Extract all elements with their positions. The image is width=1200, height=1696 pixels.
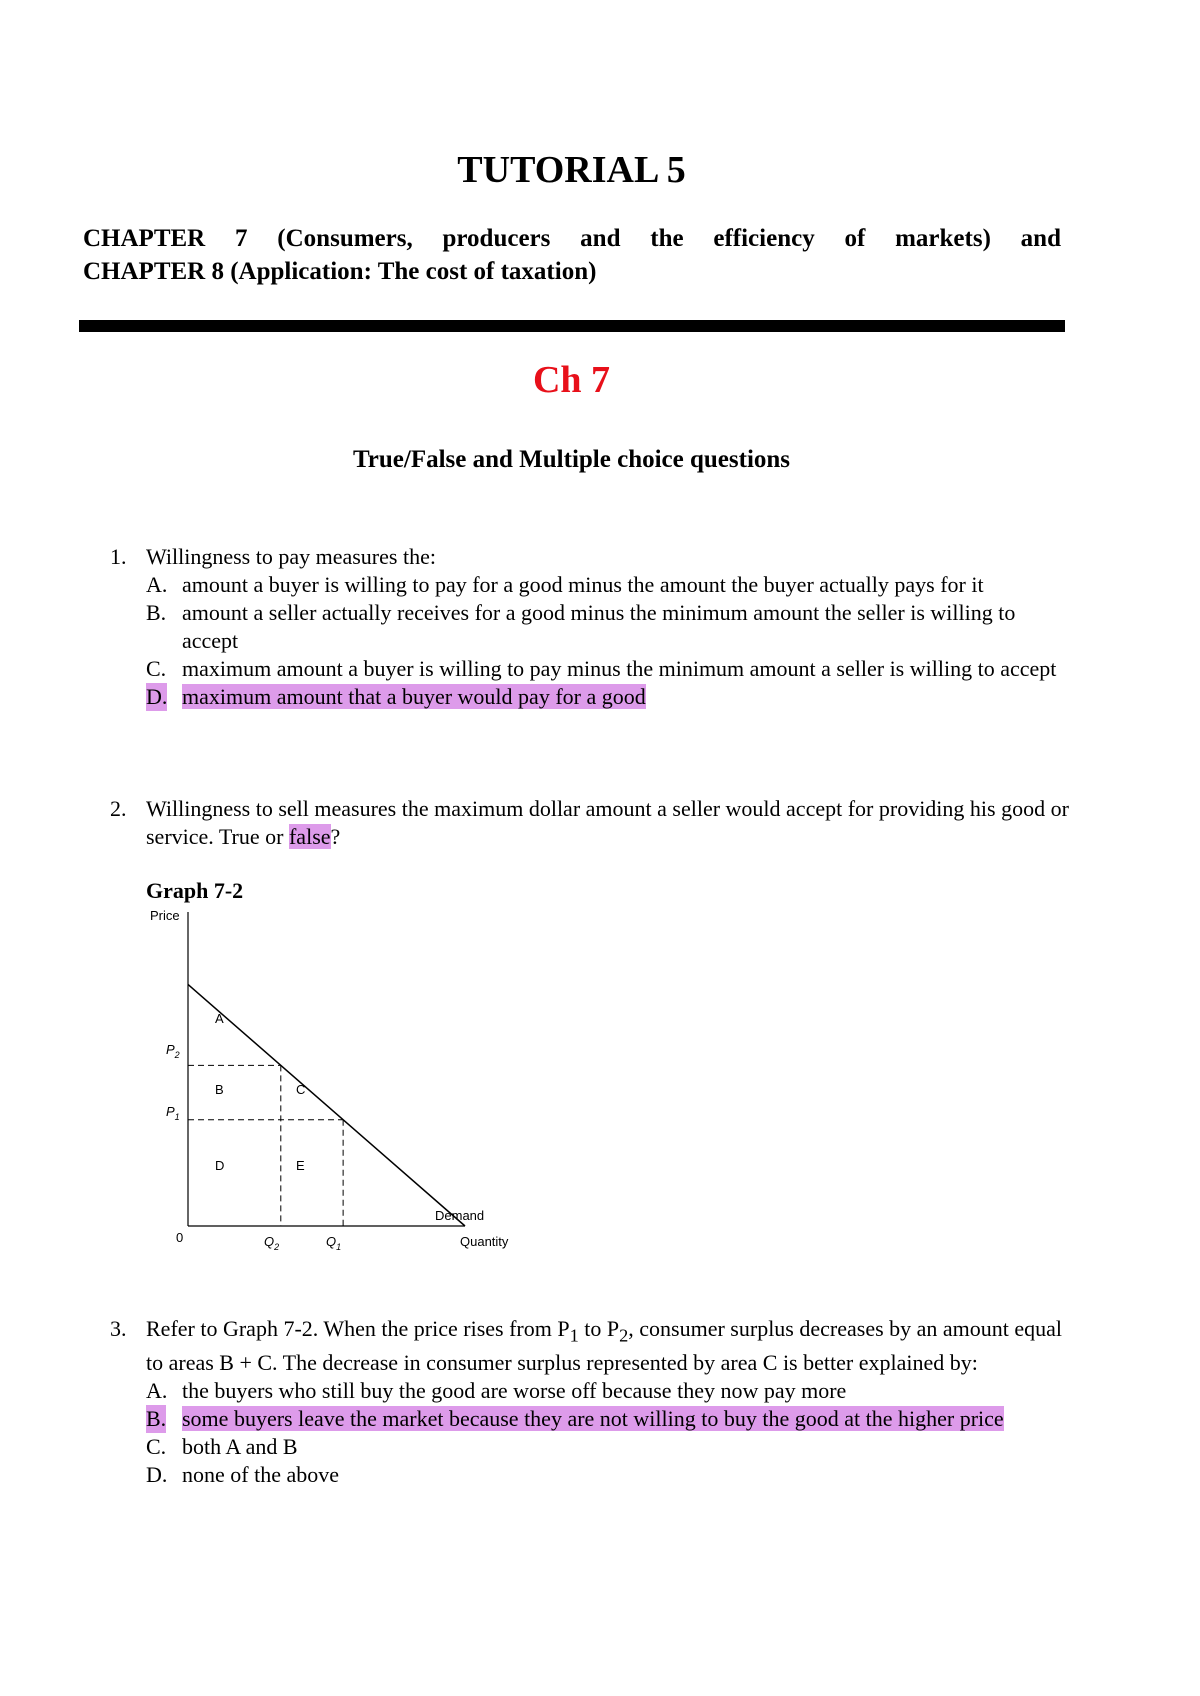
option-letter: B. [146,1406,167,1432]
highlighted-answer: false [288,824,331,849]
option-b [146,599,1070,655]
option-a [146,1377,1070,1405]
demand-label: Demand [435,1208,485,1223]
area-c-label: C [296,1082,306,1097]
option-d-highlighted [146,683,1070,711]
option-text: amount a seller actually receives for a good minus the minimum amount the seller is willing to accept [182,600,1016,653]
area-d-label: D [215,1158,225,1173]
option-text: some buyers leave the market because they are not willing to buy the good at the higher price [182,1406,1004,1432]
option-text: the buyers who still buy the good are worse off because they now pay more [182,1378,847,1404]
option-c [146,655,1070,683]
question-2 [110,795,1070,851]
option-text: amount a buyer is willing to pay for a good minus the amount the buyer actually pays for it [182,572,984,597]
subscript: 2 [619,1325,629,1346]
q2-label: $Q_2$ [264,1234,280,1252]
option-text: both A and B [182,1434,298,1460]
chapters-heading [83,222,1061,288]
page-title: TUTORIAL 5 [457,149,686,191]
option-d [146,1461,1070,1489]
area-e-label: E [296,1158,305,1173]
option-letter: D. [146,1462,168,1488]
question-1 [110,543,1070,711]
option-c [146,1433,1070,1461]
area-b-label: B [215,1082,224,1097]
origin-label: 0 [176,1230,184,1245]
chapters-line-2: CHAPTER 8 (Application: The cost of taxation) [83,258,597,285]
question-3 [110,1315,1070,1489]
question-text: Willingness to pay measures the: [146,544,436,569]
area-a-label: A [215,1011,224,1026]
option-b-highlighted [146,1405,1070,1433]
question-text: Willingness to sell measures the maximum dollar amount a seller would accept for providing his good or service. True or [146,796,1069,849]
quantity-axis-label: Quantity [460,1234,509,1249]
question-3-options [110,1377,1070,1489]
section-title: True/False and Multiple choice questions [352,446,791,473]
question-3-stem [110,1315,1070,1377]
p2-label: $P_2$ [166,1042,180,1060]
question-1-stem [110,543,1070,571]
chapter-label: Ch 7 [532,359,611,401]
option-text: maximum amount that a buyer would pay for a good [182,684,646,709]
option-letter: A. [146,1378,168,1404]
question-text: to P [578,1316,620,1341]
option-letter: D. [146,684,168,709]
q1-label: $Q_1$ [326,1234,342,1252]
question-text-end: ? [330,824,341,849]
question-number: 3. [110,1316,127,1341]
chapters-line-1: CHAPTER 7 (Consumers, producers and the efficiency of markets) and [83,225,1061,252]
option-text: maximum amount a buyer is willing to pay minus the minimum amount a seller is willing to accept [182,656,1057,681]
option-text: none of the above [182,1462,339,1488]
option-letter: C. [146,1434,167,1460]
demand-curve [188,984,465,1226]
option-letter: C. [146,656,167,681]
option-a [146,571,1070,599]
graph-title: Graph 7-2 [146,878,244,903]
question-number: 1. [110,544,127,569]
question-number: 2. [110,796,127,821]
question-text: Refer to Graph 7-2. When the price rises from P [146,1316,570,1341]
question-2-stem [110,795,1070,851]
price-axis-label: Price [150,908,180,923]
p1-label: $P_1$ [166,1104,180,1122]
subscript: 1 [569,1325,579,1346]
option-letter: A. [146,572,168,597]
horizontal-rule [79,320,1065,332]
question-1-options [110,571,1070,711]
option-letter: B. [146,600,167,625]
demand-graph [140,900,540,1260]
question-text: , consumer surplus decreases by an amount equal to areas B + C. The decrease in consumer surplus represented by area C is better explained by: [146,1316,1063,1376]
